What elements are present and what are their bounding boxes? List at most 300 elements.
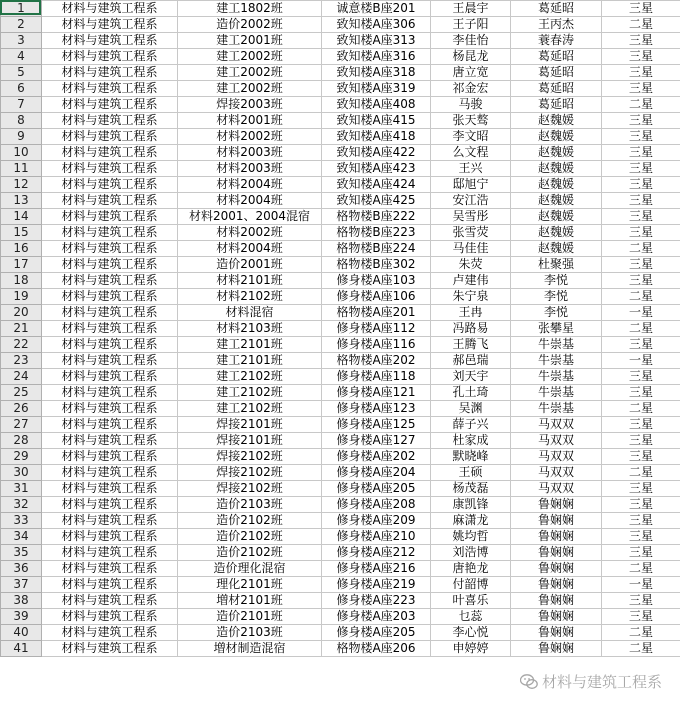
- department-cell[interactable]: 材料与建筑工程系: [42, 593, 178, 609]
- row-number[interactable]: 37: [1, 577, 42, 593]
- row-number[interactable]: 18: [1, 273, 42, 289]
- table-row[interactable]: [1, 449, 680, 465]
- row-number[interactable]: 31: [1, 481, 42, 497]
- row-number[interactable]: 28: [1, 433, 42, 449]
- department-cell[interactable]: 材料与建筑工程系: [42, 433, 178, 449]
- class-cell[interactable]: 建工2102班: [178, 369, 322, 385]
- rating-cell[interactable]: 二星: [602, 289, 680, 305]
- department-cell[interactable]: 材料与建筑工程系: [42, 209, 178, 225]
- rating-cell[interactable]: 二星: [602, 641, 680, 657]
- table-row[interactable]: [1, 97, 680, 113]
- dorm-room-cell[interactable]: 修身楼A座127: [322, 433, 431, 449]
- rating-cell[interactable]: 三星: [602, 1, 680, 17]
- department-cell[interactable]: 材料与建筑工程系: [42, 481, 178, 497]
- advisor-cell[interactable]: 鲁娴娴: [511, 625, 602, 641]
- advisor-cell[interactable]: 马双双: [511, 481, 602, 497]
- class-cell[interactable]: 材料2003班: [178, 161, 322, 177]
- dorm-room-cell[interactable]: 修身楼A座116: [322, 337, 431, 353]
- dorm-room-cell[interactable]: 修身楼A座118: [322, 369, 431, 385]
- class-cell[interactable]: 造价2102班: [178, 545, 322, 561]
- table-row[interactable]: [1, 177, 680, 193]
- dorm-room-cell[interactable]: 修身楼A座106: [322, 289, 431, 305]
- department-cell[interactable]: 材料与建筑工程系: [42, 33, 178, 49]
- advisor-cell[interactable]: 杜聚强: [511, 257, 602, 273]
- table-row[interactable]: [1, 209, 680, 225]
- class-cell[interactable]: 材料2103班: [178, 321, 322, 337]
- student-name-cell[interactable]: 李心悦: [431, 625, 511, 641]
- student-name-cell[interactable]: 唐艳龙: [431, 561, 511, 577]
- rating-cell[interactable]: 三星: [602, 497, 680, 513]
- dorm-room-cell[interactable]: 修身楼A座103: [322, 273, 431, 289]
- advisor-cell[interactable]: 赵魏媛: [511, 145, 602, 161]
- class-cell[interactable]: 建工2101班: [178, 337, 322, 353]
- dorm-room-cell[interactable]: 致知楼A座415: [322, 113, 431, 129]
- table-row[interactable]: [1, 289, 680, 305]
- department-cell[interactable]: 材料与建筑工程系: [42, 161, 178, 177]
- advisor-cell[interactable]: 牛崇基: [511, 353, 602, 369]
- student-name-cell[interactable]: 祁金宏: [431, 81, 511, 97]
- department-cell[interactable]: 材料与建筑工程系: [42, 465, 178, 481]
- table-row[interactable]: [1, 257, 680, 273]
- rating-cell[interactable]: 三星: [602, 81, 680, 97]
- department-cell[interactable]: 材料与建筑工程系: [42, 17, 178, 33]
- table-row[interactable]: [1, 385, 680, 401]
- department-cell[interactable]: 材料与建筑工程系: [42, 449, 178, 465]
- row-number[interactable]: 12: [1, 177, 42, 193]
- advisor-cell[interactable]: 马双双: [511, 417, 602, 433]
- class-cell[interactable]: 建工2102班: [178, 385, 322, 401]
- dorm-room-cell[interactable]: 致知楼A座313: [322, 33, 431, 49]
- advisor-cell[interactable]: 葛延昭: [511, 49, 602, 65]
- student-name-cell[interactable]: 康凯锋: [431, 497, 511, 513]
- department-cell[interactable]: 材料与建筑工程系: [42, 577, 178, 593]
- table-row[interactable]: [1, 49, 680, 65]
- table-row[interactable]: [1, 593, 680, 609]
- department-cell[interactable]: 材料与建筑工程系: [42, 385, 178, 401]
- student-name-cell[interactable]: 刘天宇: [431, 369, 511, 385]
- dorm-room-cell[interactable]: 格物楼A座202: [322, 353, 431, 369]
- rating-cell[interactable]: 三星: [602, 609, 680, 625]
- dorm-room-cell[interactable]: 格物楼B座224: [322, 241, 431, 257]
- advisor-cell[interactable]: 李悦: [511, 305, 602, 321]
- dorm-room-cell[interactable]: 修身楼A座123: [322, 401, 431, 417]
- class-cell[interactable]: 材料2004班: [178, 177, 322, 193]
- dorm-room-cell[interactable]: 修身楼A座125: [322, 417, 431, 433]
- rating-cell[interactable]: 三星: [602, 545, 680, 561]
- class-cell[interactable]: 建工2102班: [178, 401, 322, 417]
- row-number[interactable]: 41: [1, 641, 42, 657]
- student-name-cell[interactable]: 王冉: [431, 305, 511, 321]
- rating-cell[interactable]: 二星: [602, 561, 680, 577]
- advisor-cell[interactable]: 鲁娴娴: [511, 529, 602, 545]
- dorm-room-cell[interactable]: 致知楼A座425: [322, 193, 431, 209]
- rating-cell[interactable]: 三星: [602, 513, 680, 529]
- rating-cell[interactable]: 一星: [602, 353, 680, 369]
- dorm-room-cell[interactable]: 格物楼A座206: [322, 641, 431, 657]
- department-cell[interactable]: 材料与建筑工程系: [42, 561, 178, 577]
- dorm-room-cell[interactable]: 致知楼A座306: [322, 17, 431, 33]
- student-name-cell[interactable]: 李文昭: [431, 129, 511, 145]
- row-number[interactable]: 35: [1, 545, 42, 561]
- department-cell[interactable]: 材料与建筑工程系: [42, 129, 178, 145]
- rating-cell[interactable]: 三星: [602, 193, 680, 209]
- rating-cell[interactable]: 三星: [602, 225, 680, 241]
- rating-cell[interactable]: 三星: [602, 593, 680, 609]
- row-number[interactable]: 19: [1, 289, 42, 305]
- class-cell[interactable]: 建工2001班: [178, 33, 322, 49]
- row-number[interactable]: 5: [1, 65, 42, 81]
- table-row[interactable]: [1, 545, 680, 561]
- student-name-cell[interactable]: 么文程: [431, 145, 511, 161]
- advisor-cell[interactable]: 赵魏媛: [511, 241, 602, 257]
- row-number[interactable]: 7: [1, 97, 42, 113]
- row-number[interactable]: 13: [1, 193, 42, 209]
- student-name-cell[interactable]: 吴渊: [431, 401, 511, 417]
- dorm-room-cell[interactable]: 致知楼A座422: [322, 145, 431, 161]
- department-cell[interactable]: 材料与建筑工程系: [42, 289, 178, 305]
- row-number[interactable]: 27: [1, 417, 42, 433]
- advisor-cell[interactable]: 鲁娴娴: [511, 497, 602, 513]
- table-row[interactable]: [1, 497, 680, 513]
- dorm-room-cell[interactable]: 致知楼A座423: [322, 161, 431, 177]
- row-number[interactable]: 17: [1, 257, 42, 273]
- dorm-room-cell[interactable]: 格物楼B座223: [322, 225, 431, 241]
- class-cell[interactable]: 造价2001班: [178, 257, 322, 273]
- advisor-cell[interactable]: 鲁娴娴: [511, 641, 602, 657]
- advisor-cell[interactable]: 李悦: [511, 273, 602, 289]
- row-number[interactable]: 2: [1, 17, 42, 33]
- row-number[interactable]: 3: [1, 33, 42, 49]
- student-name-cell[interactable]: 李佳怡: [431, 33, 511, 49]
- dorm-room-cell[interactable]: 修身楼A座208: [322, 497, 431, 513]
- student-name-cell[interactable]: 卢建伟: [431, 273, 511, 289]
- rating-cell[interactable]: 三星: [602, 209, 680, 225]
- table-row[interactable]: [1, 625, 680, 641]
- student-name-cell[interactable]: 安江浩: [431, 193, 511, 209]
- dorm-room-cell[interactable]: 修身楼A座223: [322, 593, 431, 609]
- department-cell[interactable]: 材料与建筑工程系: [42, 401, 178, 417]
- department-cell[interactable]: 材料与建筑工程系: [42, 353, 178, 369]
- department-cell[interactable]: 材料与建筑工程系: [42, 225, 178, 241]
- row-number[interactable]: 14: [1, 209, 42, 225]
- advisor-cell[interactable]: 鲁娴娴: [511, 545, 602, 561]
- class-cell[interactable]: 材料2004班: [178, 241, 322, 257]
- table-row[interactable]: [1, 609, 680, 625]
- dorm-room-cell[interactable]: 致知楼A座319: [322, 81, 431, 97]
- dorm-room-cell[interactable]: 修身楼A座216: [322, 561, 431, 577]
- table-row[interactable]: [1, 337, 680, 353]
- department-cell[interactable]: 材料与建筑工程系: [42, 49, 178, 65]
- advisor-cell[interactable]: 葛延昭: [511, 1, 602, 17]
- rating-cell[interactable]: 二星: [602, 401, 680, 417]
- class-cell[interactable]: 材料2101班: [178, 273, 322, 289]
- class-cell[interactable]: 材料2001、2004混宿: [178, 209, 322, 225]
- row-number[interactable]: 29: [1, 449, 42, 465]
- student-name-cell[interactable]: 王腾飞: [431, 337, 511, 353]
- department-cell[interactable]: 材料与建筑工程系: [42, 625, 178, 641]
- rating-cell[interactable]: 二星: [602, 321, 680, 337]
- table-row[interactable]: [1, 225, 680, 241]
- table-row[interactable]: [1, 193, 680, 209]
- department-cell[interactable]: 材料与建筑工程系: [42, 609, 178, 625]
- row-number[interactable]: 30: [1, 465, 42, 481]
- dorm-room-cell[interactable]: 致知楼A座418: [322, 129, 431, 145]
- department-cell[interactable]: 材料与建筑工程系: [42, 417, 178, 433]
- department-cell[interactable]: 材料与建筑工程系: [42, 641, 178, 657]
- advisor-cell[interactable]: 葛延昭: [511, 65, 602, 81]
- rating-cell[interactable]: 三星: [602, 33, 680, 49]
- department-cell[interactable]: 材料与建筑工程系: [42, 321, 178, 337]
- student-name-cell[interactable]: 默晓峰: [431, 449, 511, 465]
- rating-cell[interactable]: 三星: [602, 273, 680, 289]
- student-name-cell[interactable]: 付韶博: [431, 577, 511, 593]
- advisor-cell[interactable]: 马双双: [511, 433, 602, 449]
- rating-cell[interactable]: 三星: [602, 337, 680, 353]
- rating-cell[interactable]: 三星: [602, 369, 680, 385]
- student-name-cell[interactable]: 刘浩博: [431, 545, 511, 561]
- department-cell[interactable]: 材料与建筑工程系: [42, 65, 178, 81]
- department-cell[interactable]: 材料与建筑工程系: [42, 193, 178, 209]
- dorm-room-cell[interactable]: 修身楼A座202: [322, 449, 431, 465]
- advisor-cell[interactable]: 葛延昭: [511, 81, 602, 97]
- class-cell[interactable]: 建工2002班: [178, 65, 322, 81]
- row-number[interactable]: 1: [1, 1, 42, 17]
- student-name-cell[interactable]: 孔土琦: [431, 385, 511, 401]
- row-number[interactable]: 23: [1, 353, 42, 369]
- department-cell[interactable]: 材料与建筑工程系: [42, 1, 178, 17]
- class-cell[interactable]: 理化2101班: [178, 577, 322, 593]
- advisor-cell[interactable]: 牛崇基: [511, 337, 602, 353]
- rating-cell[interactable]: 一星: [602, 305, 680, 321]
- dorm-room-cell[interactable]: 致知楼A座318: [322, 65, 431, 81]
- advisor-cell[interactable]: 赵魏媛: [511, 225, 602, 241]
- class-cell[interactable]: 造价2101班: [178, 609, 322, 625]
- class-cell[interactable]: 造价2103班: [178, 497, 322, 513]
- student-name-cell[interactable]: 张天骜: [431, 113, 511, 129]
- rating-cell[interactable]: 三星: [602, 481, 680, 497]
- rating-cell[interactable]: 三星: [602, 417, 680, 433]
- class-cell[interactable]: 造价2102班: [178, 513, 322, 529]
- class-cell[interactable]: 焊接2003班: [178, 97, 322, 113]
- table-row[interactable]: [1, 417, 680, 433]
- class-cell[interactable]: 材料2003班: [178, 145, 322, 161]
- row-number[interactable]: 25: [1, 385, 42, 401]
- advisor-cell[interactable]: 赵魏媛: [511, 161, 602, 177]
- student-name-cell[interactable]: 张雪荧: [431, 225, 511, 241]
- table-row[interactable]: [1, 529, 680, 545]
- table-row[interactable]: [1, 17, 680, 33]
- student-name-cell[interactable]: 王兴: [431, 161, 511, 177]
- department-cell[interactable]: 材料与建筑工程系: [42, 497, 178, 513]
- dorm-room-cell[interactable]: 诚意楼B座201: [322, 1, 431, 17]
- dorm-room-cell[interactable]: 格物楼B座302: [322, 257, 431, 273]
- student-name-cell[interactable]: 唐立宽: [431, 65, 511, 81]
- advisor-cell[interactable]: 赵魏媛: [511, 177, 602, 193]
- class-cell[interactable]: 焊接2101班: [178, 433, 322, 449]
- advisor-cell[interactable]: 赵魏媛: [511, 129, 602, 145]
- rating-cell[interactable]: 三星: [602, 449, 680, 465]
- table-row[interactable]: [1, 577, 680, 593]
- row-number[interactable]: 15: [1, 225, 42, 241]
- advisor-cell[interactable]: 赵魏媛: [511, 113, 602, 129]
- advisor-cell[interactable]: 赵魏媛: [511, 193, 602, 209]
- department-cell[interactable]: 材料与建筑工程系: [42, 257, 178, 273]
- row-number[interactable]: 38: [1, 593, 42, 609]
- student-name-cell[interactable]: 冯路易: [431, 321, 511, 337]
- student-name-cell[interactable]: 姚均哲: [431, 529, 511, 545]
- table-row[interactable]: [1, 641, 680, 657]
- department-cell[interactable]: 材料与建筑工程系: [42, 113, 178, 129]
- row-number[interactable]: 40: [1, 625, 42, 641]
- dorm-room-cell[interactable]: 修身楼A座204: [322, 465, 431, 481]
- dorm-room-cell[interactable]: 修身楼A座212: [322, 545, 431, 561]
- student-name-cell[interactable]: 麻潇龙: [431, 513, 511, 529]
- class-cell[interactable]: 増材制造混宿: [178, 641, 322, 657]
- student-name-cell[interactable]: 王硕: [431, 465, 511, 481]
- table-row[interactable]: [1, 305, 680, 321]
- rating-cell[interactable]: 一星: [602, 577, 680, 593]
- advisor-cell[interactable]: 王丙杰: [511, 17, 602, 33]
- student-name-cell[interactable]: 王晨宇: [431, 1, 511, 17]
- table-row[interactable]: [1, 1, 680, 17]
- advisor-cell[interactable]: 牛崇基: [511, 369, 602, 385]
- row-number[interactable]: 22: [1, 337, 42, 353]
- table-row[interactable]: [1, 433, 680, 449]
- row-number[interactable]: 20: [1, 305, 42, 321]
- dorm-room-cell[interactable]: 致知楼A座424: [322, 177, 431, 193]
- rating-cell[interactable]: 二星: [602, 625, 680, 641]
- department-cell[interactable]: 材料与建筑工程系: [42, 81, 178, 97]
- dorm-room-cell[interactable]: 修身楼A座205: [322, 481, 431, 497]
- department-cell[interactable]: 材料与建筑工程系: [42, 337, 178, 353]
- row-number[interactable]: 10: [1, 145, 42, 161]
- class-cell[interactable]: 材料2002班: [178, 129, 322, 145]
- class-cell[interactable]: 焊接2102班: [178, 449, 322, 465]
- class-cell[interactable]: 増材2101班: [178, 593, 322, 609]
- student-name-cell[interactable]: 朱宁泉: [431, 289, 511, 305]
- table-row[interactable]: [1, 561, 680, 577]
- class-cell[interactable]: 焊接2101班: [178, 417, 322, 433]
- table-row[interactable]: [1, 129, 680, 145]
- table-row[interactable]: [1, 321, 680, 337]
- dorm-room-cell[interactable]: 致知楼A座316: [322, 49, 431, 65]
- rating-cell[interactable]: 二星: [602, 97, 680, 113]
- dorm-room-cell[interactable]: 修身楼A座203: [322, 609, 431, 625]
- advisor-cell[interactable]: 鲁娴娴: [511, 609, 602, 625]
- student-name-cell[interactable]: 乜蕊: [431, 609, 511, 625]
- student-name-cell[interactable]: 杨茂磊: [431, 481, 511, 497]
- table-row[interactable]: [1, 161, 680, 177]
- rating-cell[interactable]: 三星: [602, 161, 680, 177]
- rating-cell[interactable]: 三星: [602, 529, 680, 545]
- department-cell[interactable]: 材料与建筑工程系: [42, 529, 178, 545]
- class-cell[interactable]: 建工1802班: [178, 1, 322, 17]
- row-number[interactable]: 34: [1, 529, 42, 545]
- rating-cell[interactable]: 二星: [602, 17, 680, 33]
- advisor-cell[interactable]: 鲁娴娴: [511, 513, 602, 529]
- department-cell[interactable]: 材料与建筑工程系: [42, 513, 178, 529]
- dorm-room-cell[interactable]: 格物楼A座201: [322, 305, 431, 321]
- rating-cell[interactable]: 三星: [602, 113, 680, 129]
- table-row[interactable]: [1, 465, 680, 481]
- advisor-cell[interactable]: 李悦: [511, 289, 602, 305]
- rating-cell[interactable]: 三星: [602, 257, 680, 273]
- student-name-cell[interactable]: 薛子兴: [431, 417, 511, 433]
- student-name-cell[interactable]: 杜家成: [431, 433, 511, 449]
- advisor-cell[interactable]: 葛延昭: [511, 97, 602, 113]
- advisor-cell[interactable]: 鲁娴娴: [511, 561, 602, 577]
- class-cell[interactable]: 建工2101班: [178, 353, 322, 369]
- row-number[interactable]: 26: [1, 401, 42, 417]
- student-name-cell[interactable]: 叶喜乐: [431, 593, 511, 609]
- dorm-room-cell[interactable]: 修身楼A座219: [322, 577, 431, 593]
- table-row[interactable]: [1, 81, 680, 97]
- class-cell[interactable]: 建工2002班: [178, 81, 322, 97]
- student-name-cell[interactable]: 郝邑瑞: [431, 353, 511, 369]
- table-row[interactable]: [1, 145, 680, 161]
- department-cell[interactable]: 材料与建筑工程系: [42, 97, 178, 113]
- student-name-cell[interactable]: 邸旭宁: [431, 177, 511, 193]
- rating-cell[interactable]: 二星: [602, 241, 680, 257]
- rating-cell[interactable]: 三星: [602, 177, 680, 193]
- rating-cell[interactable]: 二星: [602, 465, 680, 481]
- rating-cell[interactable]: 三星: [602, 385, 680, 401]
- student-name-cell[interactable]: 朱荧: [431, 257, 511, 273]
- department-cell[interactable]: 材料与建筑工程系: [42, 273, 178, 289]
- student-name-cell[interactable]: 王子阳: [431, 17, 511, 33]
- dorm-room-cell[interactable]: 格物楼B座222: [322, 209, 431, 225]
- dorm-room-cell[interactable]: 修身楼A座121: [322, 385, 431, 401]
- rating-cell[interactable]: 三星: [602, 129, 680, 145]
- advisor-cell[interactable]: 赵魏媛: [511, 209, 602, 225]
- row-number[interactable]: 32: [1, 497, 42, 513]
- advisor-cell[interactable]: 牛崇基: [511, 401, 602, 417]
- class-cell[interactable]: 材料2004班: [178, 193, 322, 209]
- row-number[interactable]: 6: [1, 81, 42, 97]
- rating-cell[interactable]: 三星: [602, 65, 680, 81]
- department-cell[interactable]: 材料与建筑工程系: [42, 145, 178, 161]
- dorm-room-cell[interactable]: 修身楼A座112: [322, 321, 431, 337]
- department-cell[interactable]: 材料与建筑工程系: [42, 305, 178, 321]
- row-number[interactable]: 9: [1, 129, 42, 145]
- class-cell[interactable]: 造价理化混宿: [178, 561, 322, 577]
- class-cell[interactable]: 材料2102班: [178, 289, 322, 305]
- rating-cell[interactable]: 三星: [602, 145, 680, 161]
- student-name-cell[interactable]: 杨昆龙: [431, 49, 511, 65]
- table-row[interactable]: [1, 481, 680, 497]
- row-number[interactable]: 11: [1, 161, 42, 177]
- table-row[interactable]: [1, 273, 680, 289]
- advisor-cell[interactable]: 蓑春涛: [511, 33, 602, 49]
- row-number[interactable]: 4: [1, 49, 42, 65]
- table-row[interactable]: [1, 513, 680, 529]
- department-cell[interactable]: 材料与建筑工程系: [42, 177, 178, 193]
- row-number[interactable]: 24: [1, 369, 42, 385]
- table-row[interactable]: [1, 113, 680, 129]
- advisor-cell[interactable]: 张攀星: [511, 321, 602, 337]
- class-cell[interactable]: 焊接2102班: [178, 481, 322, 497]
- table-row[interactable]: [1, 353, 680, 369]
- advisor-cell[interactable]: 马双双: [511, 465, 602, 481]
- class-cell[interactable]: 造价2103班: [178, 625, 322, 641]
- class-cell[interactable]: 材料2002班: [178, 225, 322, 241]
- dorm-room-cell[interactable]: 修身楼A座209: [322, 513, 431, 529]
- advisor-cell[interactable]: 鲁娴娴: [511, 577, 602, 593]
- dorm-room-cell[interactable]: 修身楼A座210: [322, 529, 431, 545]
- class-cell[interactable]: 材料混宿: [178, 305, 322, 321]
- class-cell[interactable]: 材料2001班: [178, 113, 322, 129]
- student-name-cell[interactable]: 吴雪彤: [431, 209, 511, 225]
